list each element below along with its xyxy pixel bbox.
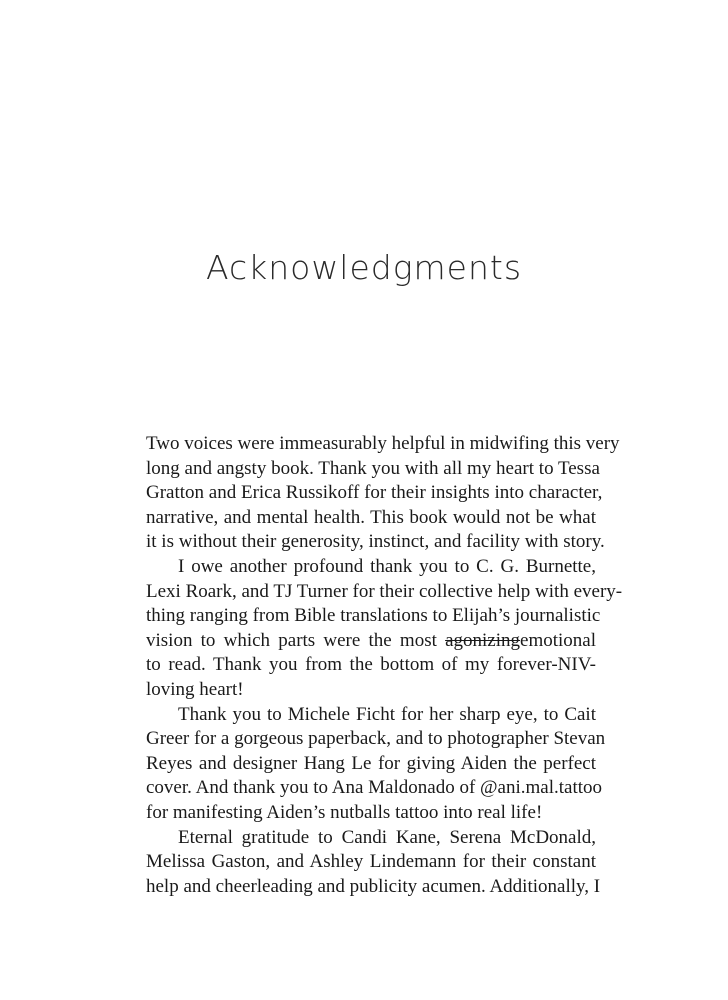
- text-line: it is without their generosity, instinct, and facility with story.: [146, 531, 605, 553]
- text-line: thing ranging from Bible translations to Elijah’s journalistic: [146, 605, 601, 627]
- text-line: long and angsty book. Thank you with all my heart to Tessa: [146, 457, 600, 479]
- paragraph-1: [146, 432, 620, 555]
- struck-word: agonizing: [445, 629, 521, 651]
- text-fragment: vision to which parts were the most: [146, 629, 446, 651]
- paragraph-2: [146, 555, 623, 703]
- text-line: Eternal gratitude to Candi Kane, Serena McDonald,: [178, 826, 596, 848]
- text-line: Two voices were immeasurably helpful in midwifing this very: [146, 433, 620, 454]
- text-line: Thank you to Michele Ficht for her sharp eye, to Cait: [178, 703, 596, 725]
- text-line: I owe another profound thank you to C. G. Burnette,: [178, 555, 596, 577]
- text-line: loving heart!: [146, 678, 244, 700]
- text-line: Greer for a gorgeous paperback, and to photographer Stevan: [146, 728, 606, 750]
- text-line: for manifesting Aiden’s nutballs tattoo into real life!: [146, 801, 543, 823]
- text-line: cover. And thank you to Ana Maldonado of @ani.mal.tattoo: [146, 777, 602, 799]
- text-line: Reyes and designer Hang Le for giving Aiden the perfect: [146, 752, 596, 774]
- page-title: Acknowledgments: [205, 248, 523, 287]
- acknowledgments-body: [146, 432, 623, 899]
- text-line: to read. Thank you from the bottom of my forever-NIV-: [146, 654, 596, 676]
- paragraph-4: [146, 826, 601, 900]
- text-fragment: emotional: [520, 629, 596, 651]
- paragraph-3: [146, 703, 606, 826]
- text-line: Melissa Gaston, and Ashley Lindemann for their constant: [146, 851, 596, 873]
- text-line: Gratton and Erica Russikoff for their insights into character,: [146, 482, 603, 504]
- text-line-with-strikethrough: [146, 629, 596, 654]
- text-line: Lexi Roark, and TJ Turner for their collective help with every-: [146, 580, 623, 602]
- text-line: help and cheerleading and publicity acumen. Additionally, I: [146, 875, 601, 897]
- text-line: narrative, and mental health. This book would not be what: [146, 506, 596, 528]
